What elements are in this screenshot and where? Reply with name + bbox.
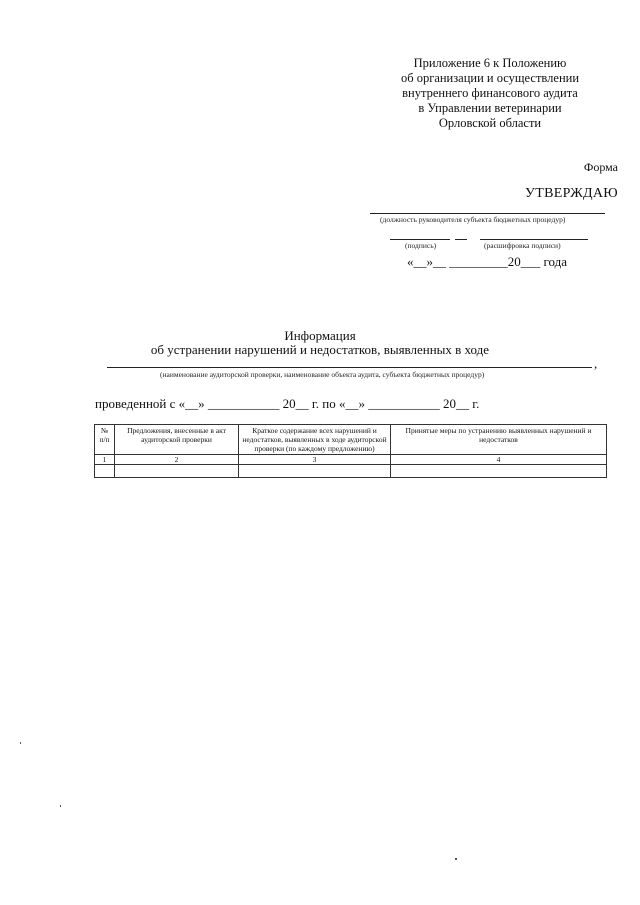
table-cell (115, 465, 239, 478)
measures-table (94, 424, 607, 478)
scan-speck (60, 805, 61, 807)
signature-caption: (подпись) (405, 241, 437, 250)
decoding-caption: (расшифровка подписи) (484, 241, 561, 250)
audit-name-line (107, 367, 592, 368)
signature-line (390, 239, 450, 240)
header-cell-measures: Принятые меры по устранению выявленных нарушений и недостатков (391, 425, 607, 455)
signature-line-gap (455, 239, 467, 240)
column-number: 2 (115, 455, 239, 465)
appendix-line: Орловской области (438, 116, 542, 130)
appendix-line: внутреннего финансового аудита (402, 86, 578, 100)
header-cell-proposals: Предложения, внесенные в акт аудиторской проверки (115, 425, 239, 455)
table-cell (391, 465, 607, 478)
column-number: 4 (391, 455, 607, 465)
header-cell-violations: Краткое содержание всех нарушений и недостатков, выявленных в ходе аудиторской проверки (по каждому предложению) (239, 425, 391, 455)
position-caption: (должность руководителя субъекта бюджетных процедур) (380, 215, 566, 224)
header-cell-number: № п/п (95, 425, 115, 455)
table-number-row (95, 455, 607, 465)
form-label: Форма (583, 160, 618, 174)
document-subtitle: об устранении нарушений и недостатков, выявленных в ходе (150, 342, 490, 357)
scan-speck (20, 742, 21, 744)
decoding-line (480, 239, 588, 240)
document-title: Информация (284, 328, 356, 343)
approve-date-line: «__»__ _________20___ года (407, 254, 568, 269)
appendix-header (355, 56, 625, 131)
scan-speck (455, 858, 457, 860)
column-number: 3 (239, 455, 391, 465)
trailing-comma: , (594, 356, 598, 371)
appendix-line: об организации и осуществлении (400, 71, 580, 85)
approve-heading: УТВЕРЖДАЮ (525, 186, 618, 201)
position-line (370, 213, 605, 214)
conducted-period-line: проведенной с «__» ___________ 20__ г. по «__» ___________ 20__ г. (95, 396, 480, 411)
audit-caption: (наименование аудиторской проверки, наименование объекта аудита, субъекта бюджетных процедур) (160, 370, 485, 379)
appendix-line: Приложение 6 к Положению (413, 56, 567, 70)
column-number: 1 (95, 455, 115, 465)
table-row (95, 465, 607, 478)
table-cell (95, 465, 115, 478)
table-header-row (95, 425, 607, 455)
table-cell (239, 465, 391, 478)
appendix-line: в Управлении ветеринарии (418, 101, 562, 115)
